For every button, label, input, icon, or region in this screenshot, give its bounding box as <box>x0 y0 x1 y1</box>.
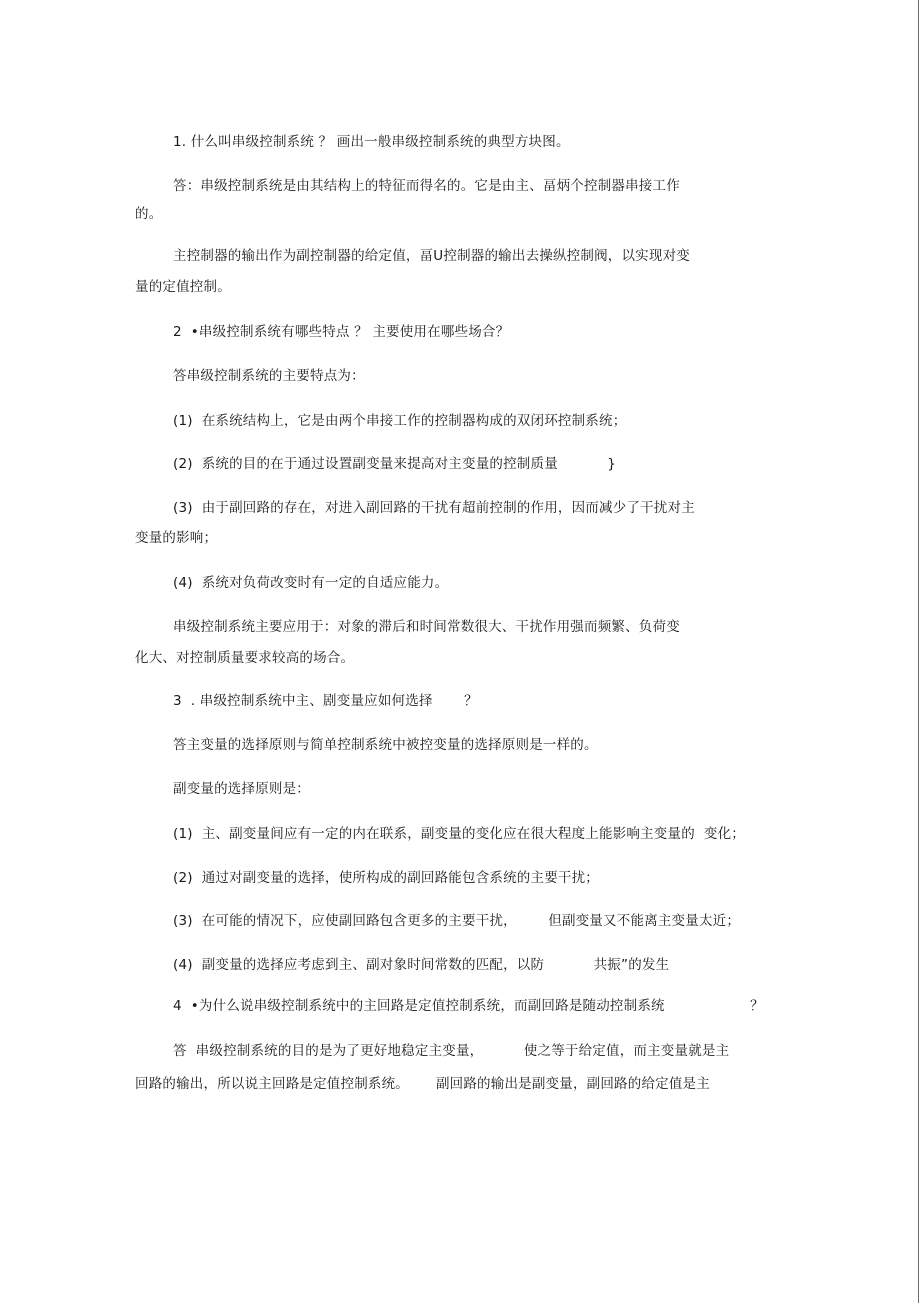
question-2: 2 •串级控制系统有哪些特点 ？ 主要使用在哪些场合？ <box>173 324 510 340</box>
answer-2-item-3-line-1: (3) 由于副回路的存在，对进入副回路的干扰有超前控制的作用，因而减少了干扰对主 <box>173 500 695 516</box>
answer-2-application-line-1: 串级控制系统主要应用于：对象的滞后和时间常数很大、干扰作用强而频繁、负荷变 <box>173 619 680 635</box>
answer-2-intro: 答串级控制系统的主要特点为： <box>173 368 365 384</box>
answer-1-line-4: 量的定值控制。 <box>135 279 231 295</box>
answer-3-intro: 答主变量的选择原则与简单控制系统中被控变量的选择原则是一样的。 <box>173 737 598 753</box>
answer-2-item-4: (4) 系统对负荷改变时有一定的自适应能力。 <box>173 575 449 591</box>
answer-3-item-3: (3) 在可能的情况下，应使副回路包含更多的主要干扰， 但副变量又不能离主变量太近； <box>173 913 741 929</box>
answer-3-item-4: (4) 副变量的选择应考虑到主、副对象时间常数的匹配，以防 共振”的发生 <box>173 957 670 973</box>
answer-4-line-1: 答 串级控制系统的目的是为了更好地稳定主变量， 使之等于给定值，而主变量就是主 <box>173 1043 730 1059</box>
answer-3-item-2: (2) 通过对副变量的选择，使所构成的副回路能包含系统的主要干扰； <box>173 870 600 886</box>
answer-3-item-1: (1) 主、副变量间应有一定的内在联系，副变量的变化应在很大程度上能影响主变量的 变化； <box>173 826 745 842</box>
question-4: 4 •为什么说串级控制系统中的主回路是定值控制系统，而副回路是随动控制系统 ？ <box>173 998 764 1014</box>
question-1: 1. 什么叫串级控制系统 ？ 画出一般串级控制系统的典型方块图。 <box>173 134 570 150</box>
answer-2-item-1: (1) 在系统结构上，它是由两个串接工作的控制器构成的双闭环控制系统； <box>173 413 627 429</box>
answer-2-item-2: (2) 系统的目的在于通过设置副变量来提高对主变量的控制质量 } <box>173 456 617 472</box>
answer-1-line-3: 主控制器的输出作为副控制器的给定值，畐U控制器的输出去操纵控制阀，以实现对变 <box>173 248 690 264</box>
answer-2-item-3-line-2: 变量的影响； <box>135 530 218 546</box>
answer-3-subtitle: 副变量的选择原则是： <box>173 781 310 797</box>
answer-4-line-2: 回路的输出，所以说主回路是定值控制系统。 副回路的输出是副变量，副回路的给定值是主 <box>135 1076 710 1092</box>
answer-1-line-1: 答：串级控制系统是由其结构上的特征而得名的。它是由主、畐炳个控制器串接工作 <box>173 178 680 194</box>
question-3: 3 . 串级控制系统中主、剧变量应如何选择 ？ <box>173 693 478 709</box>
answer-1-line-2: 的。 <box>135 206 163 222</box>
answer-2-application-line-2: 化大、对控制质量要求较高的场合。 <box>135 650 355 666</box>
